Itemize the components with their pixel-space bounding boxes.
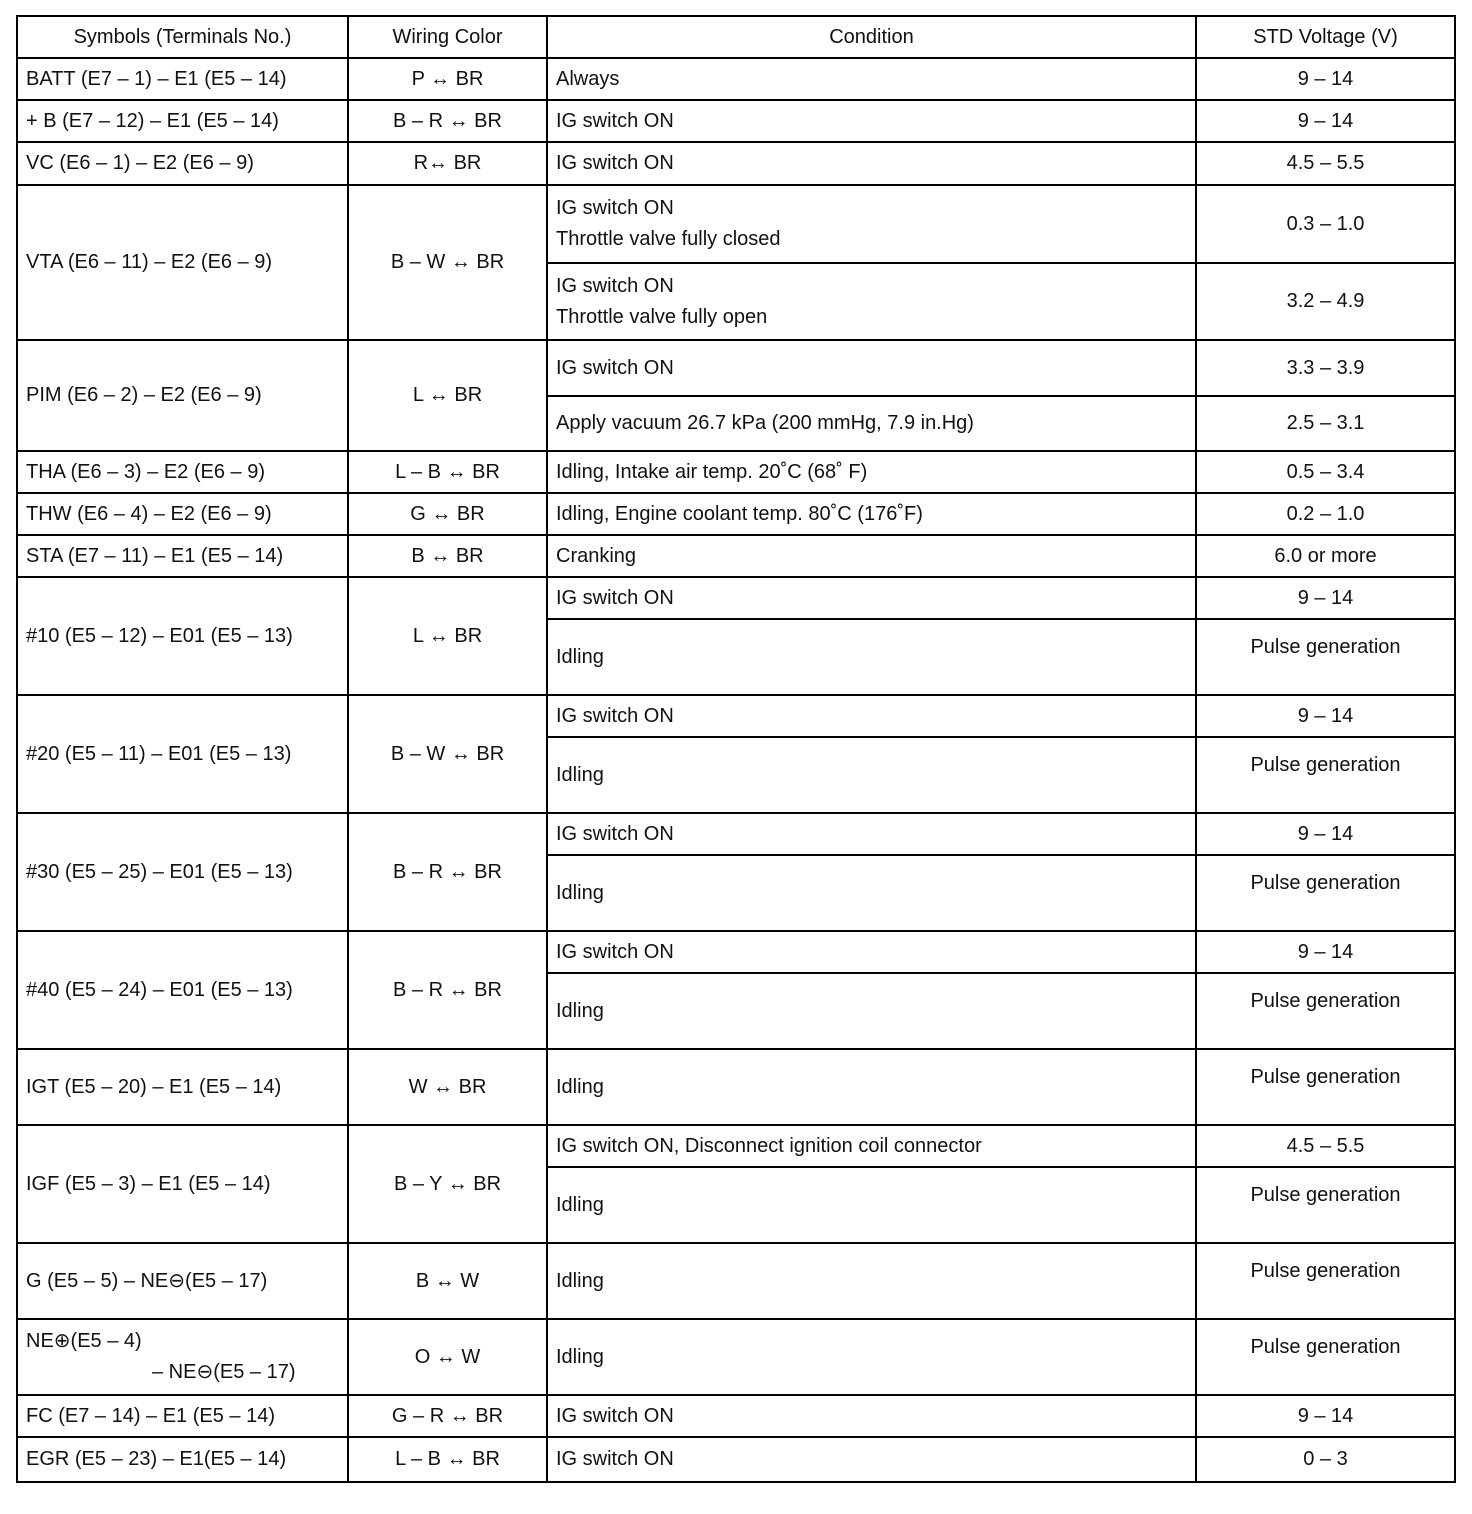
symbol-line-2: – NE⊖(E5 – 17) [152,1361,296,1383]
symbol-cell: BATT (E7 – 1) – E1 (E5 – 14) [18,59,349,101]
wiring-color-cell: B – R ↔ BR [349,932,548,1050]
condition-line: Idling [556,881,604,904]
condition-line: Always [556,67,620,90]
wiring-color-cell: G ↔ BR [349,494,548,536]
condition-line: Idling [556,1345,604,1368]
symbol-cell: PIM (E6 – 2) – E2 (E6 – 9) [18,341,349,452]
condition-line: IG switch ON, Disconnect ignition coil connector [556,1134,982,1157]
condition-cell [548,452,1197,494]
std-voltage-cell: Pulse generation [1197,738,1454,814]
std-voltage-cell: 3.3 – 3.9 [1197,341,1454,397]
symbol-cell: #40 (E5 – 24) – E01 (E5 – 13) [18,932,349,1050]
condition-line: IG switch ON [556,1404,674,1427]
symbol-cell: FC (E7 – 14) – E1 (E5 – 14) [18,1396,349,1438]
std-voltage-cell: 9 – 14 [1197,59,1454,101]
std-voltage-cell: Pulse generation [1197,1168,1454,1244]
std-voltage-cell: 2.5 – 3.1 [1197,397,1454,452]
symbol-cell: + B (E7 – 12) – E1 (E5 – 14) [18,101,349,143]
wiring-color-cell: R↔ BR [349,143,548,186]
wiring-color-cell: B – Y ↔ BR [349,1126,548,1244]
std-voltage-cell: 4.5 – 5.5 [1197,1126,1454,1168]
condition-cell [548,1050,1197,1126]
condition-cell [548,620,1197,696]
wiring-color-cell: L ↔ BR [349,341,548,452]
condition-cell [548,494,1197,536]
condition-line: IG switch ON [556,197,674,219]
condition-line: IG switch ON [556,822,674,845]
condition-cell [548,1396,1197,1438]
std-voltage-cell: 9 – 14 [1197,932,1454,974]
wiring-color-cell: L ↔ BR [349,578,548,696]
condition-line: IG switch ON [556,704,674,727]
std-voltage-cell: Pulse generation [1197,1244,1454,1320]
condition-line: Throttle valve fully open [556,305,768,328]
std-voltage-cell: 9 – 14 [1197,696,1454,738]
condition-line: Idling [556,763,604,786]
wiring-color-cell: L – B ↔ BR [349,452,548,494]
std-voltage-cell: 9 – 14 [1197,578,1454,620]
condition-cell [548,1168,1197,1244]
symbol-cell [18,1320,349,1396]
condition-line: IG switch ON [556,940,674,963]
condition-cell [548,101,1197,143]
wiring-color-cell: L – B ↔ BR [349,1438,548,1481]
condition-line: IG switch ON [556,586,674,609]
wiring-color-cell: B – R ↔ BR [349,814,548,932]
condition-cell [548,1244,1197,1320]
condition-line: Apply vacuum 26.7 kPa (200 mmHg, 7.9 in.Hg) [556,412,974,434]
condition-cell [548,341,1197,397]
symbol-cell: #30 (E5 – 25) – E01 (E5 – 13) [18,814,349,932]
condition-line: IG switch ON [556,274,674,297]
condition-cell [548,974,1197,1050]
condition-cell [548,536,1197,578]
std-voltage-cell: Pulse generation [1197,856,1454,932]
condition-line: Throttle valve fully closed [556,228,781,250]
wiring-color-cell: B ↔ BR [349,536,548,578]
header-symbols: Symbols (Terminals No.) [18,17,349,59]
std-voltage-cell: 0.2 – 1.0 [1197,494,1454,536]
symbol-cell: IGF (E5 – 3) – E1 (E5 – 14) [18,1126,349,1244]
condition-cell [548,932,1197,974]
wiring-color-cell: W ↔ BR [349,1050,548,1126]
wiring-color-cell: B – W ↔ BR [349,696,548,814]
symbol-cell: #20 (E5 – 11) – E01 (E5 – 13) [18,696,349,814]
condition-cell [548,186,1197,264]
symbol-cell: G (E5 – 5) – NE⊖(E5 – 17) [18,1244,349,1320]
condition-cell [548,264,1197,341]
symbol-cell: VC (E6 – 1) – E2 (E6 – 9) [18,143,349,186]
header-wiring-color: Wiring Color [349,17,548,59]
condition-cell [548,1126,1197,1168]
condition-line: IG switch ON [556,109,674,132]
condition-line: IG switch ON [556,1448,674,1470]
symbol-cell: STA (E7 – 11) – E1 (E5 – 14) [18,536,349,578]
symbol-line-1: NE⊕(E5 – 4) [26,1330,142,1352]
std-voltage-cell: 0.5 – 3.4 [1197,452,1454,494]
condition-line: Cranking [556,544,637,567]
std-voltage-cell: 9 – 14 [1197,814,1454,856]
header-std-voltage: STD Voltage (V) [1197,17,1454,59]
condition-cell [548,814,1197,856]
condition-cell [548,143,1197,186]
std-voltage-cell: 6.0 or more [1197,536,1454,578]
symbol-cell: THA (E6 – 3) – E2 (E6 – 9) [18,452,349,494]
std-voltage-cell: 9 – 14 [1197,101,1454,143]
std-voltage-cell: 0.3 – 1.0 [1197,186,1454,264]
symbol-cell: VTA (E6 – 11) – E2 (E6 – 9) [18,186,349,341]
condition-line: Idling [556,645,604,668]
std-voltage-cell: Pulse generation [1197,620,1454,696]
condition-cell [548,738,1197,814]
condition-cell [548,1438,1197,1481]
symbol-cell: EGR (E5 – 23) – E1(E5 – 14) [18,1438,349,1481]
std-voltage-cell: 9 – 14 [1197,1396,1454,1438]
condition-line: Idling, Intake air temp. 20˚C (68˚ F) [556,460,868,483]
terminal-voltage-table [16,15,1456,1483]
std-voltage-cell: 3.2 – 4.9 [1197,264,1454,341]
std-voltage-cell: Pulse generation [1197,974,1454,1050]
symbol-cell: THW (E6 – 4) – E2 (E6 – 9) [18,494,349,536]
std-voltage-cell: 0 – 3 [1303,1448,1348,1470]
symbol-cell: IGT (E5 – 20) – E1 (E5 – 14) [18,1050,349,1126]
wiring-color-cell: B – R ↔ BR [349,101,548,143]
condition-cell [548,856,1197,932]
condition-cell [548,397,1197,452]
condition-cell [548,59,1197,101]
wiring-color-cell: O ↔ W [349,1320,548,1396]
wiring-color-cell: B – W ↔ BR [349,186,548,341]
std-voltage-cell: Pulse generation [1197,1320,1454,1396]
std-voltage-cell: Pulse generation [1197,1050,1454,1126]
header-condition: Condition [548,17,1197,59]
wiring-color-cell: P ↔ BR [349,59,548,101]
condition-line: Idling, Engine coolant temp. 80˚C (176˚F) [556,502,923,525]
condition-line: Idling [556,999,604,1022]
condition-cell [548,578,1197,620]
condition-line: Idling [556,1269,604,1292]
wiring-color-cell: G – R ↔ BR [349,1396,548,1438]
condition-cell [548,1320,1197,1396]
std-voltage-cell: 4.5 – 5.5 [1197,143,1454,186]
symbol-cell: #10 (E5 – 12) – E01 (E5 – 13) [18,578,349,696]
wiring-color-cell: B ↔ W [349,1244,548,1320]
condition-line: Idling [556,1193,604,1216]
condition-line: IG switch ON [556,356,674,379]
condition-line: IG switch ON [556,152,674,174]
condition-cell [548,696,1197,738]
condition-line: Idling [556,1075,604,1098]
